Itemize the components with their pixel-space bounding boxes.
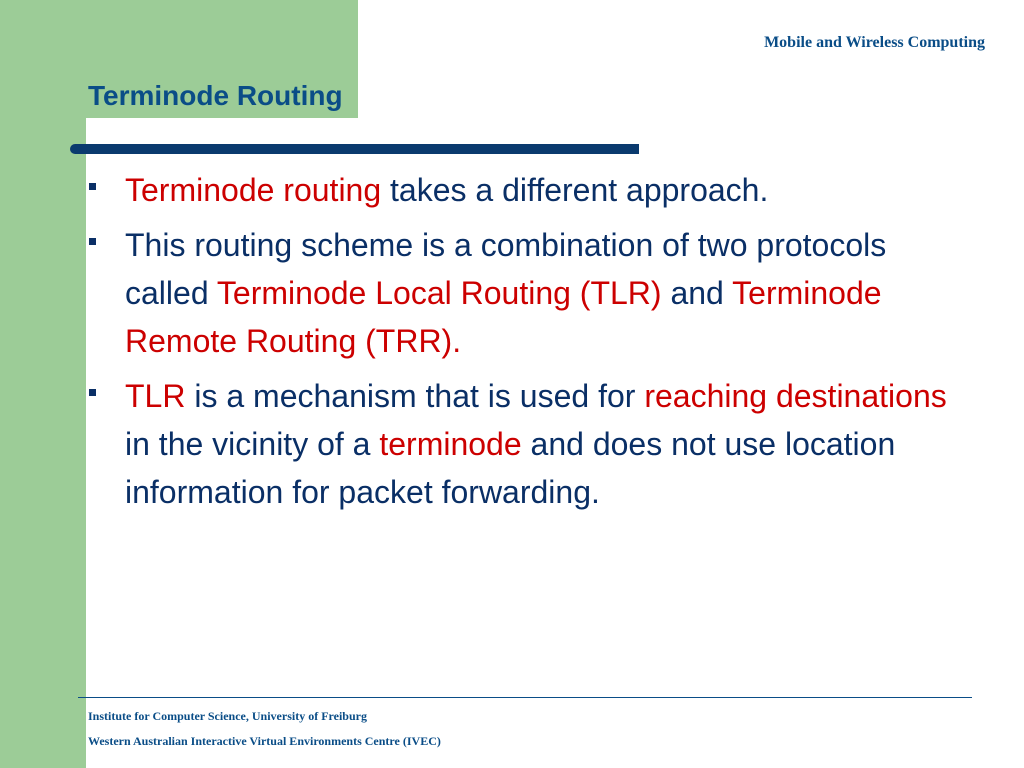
footer-centre: Western Australian Interactive Virtual Environments Centre (IVEC)	[88, 734, 441, 748]
bullet-text: and	[661, 275, 733, 311]
bullet-item	[87, 221, 977, 365]
bullet-text: in the vicinity of a	[125, 426, 380, 462]
bullet-list	[87, 166, 977, 523]
course-header: Mobile and Wireless Computing	[764, 34, 985, 51]
footer-institute: Institute for Computer Science, University of Freiburg	[88, 709, 367, 723]
square-bullet-icon	[89, 389, 96, 396]
footer-divider	[78, 697, 972, 698]
slide-title: Terminode Routing	[88, 80, 343, 111]
bullet-item	[87, 166, 977, 214]
bullet-item	[87, 372, 977, 516]
bullet-text: This routing scheme is a combination of two protocols called	[125, 227, 887, 311]
left-green-band	[0, 0, 86, 768]
highlight-text: terminode	[379, 426, 522, 462]
highlight-text: reaching destinations	[644, 378, 947, 414]
highlight-text: Terminode routing	[125, 172, 382, 208]
highlight-text: TLR	[125, 378, 186, 414]
square-bullet-icon	[89, 238, 96, 245]
highlight-text: Terminode Local Routing (TLR)	[216, 275, 662, 311]
bullet-text: is a mechanism that is used for	[185, 378, 645, 414]
bullet-text: and does not use location information for packet forwarding.	[125, 426, 896, 510]
title-underline	[70, 144, 639, 154]
highlight-text: Terminode Remote Routing (TRR).	[125, 275, 882, 359]
bullet-text: takes a different approach.	[381, 172, 769, 208]
square-bullet-icon	[89, 183, 96, 190]
